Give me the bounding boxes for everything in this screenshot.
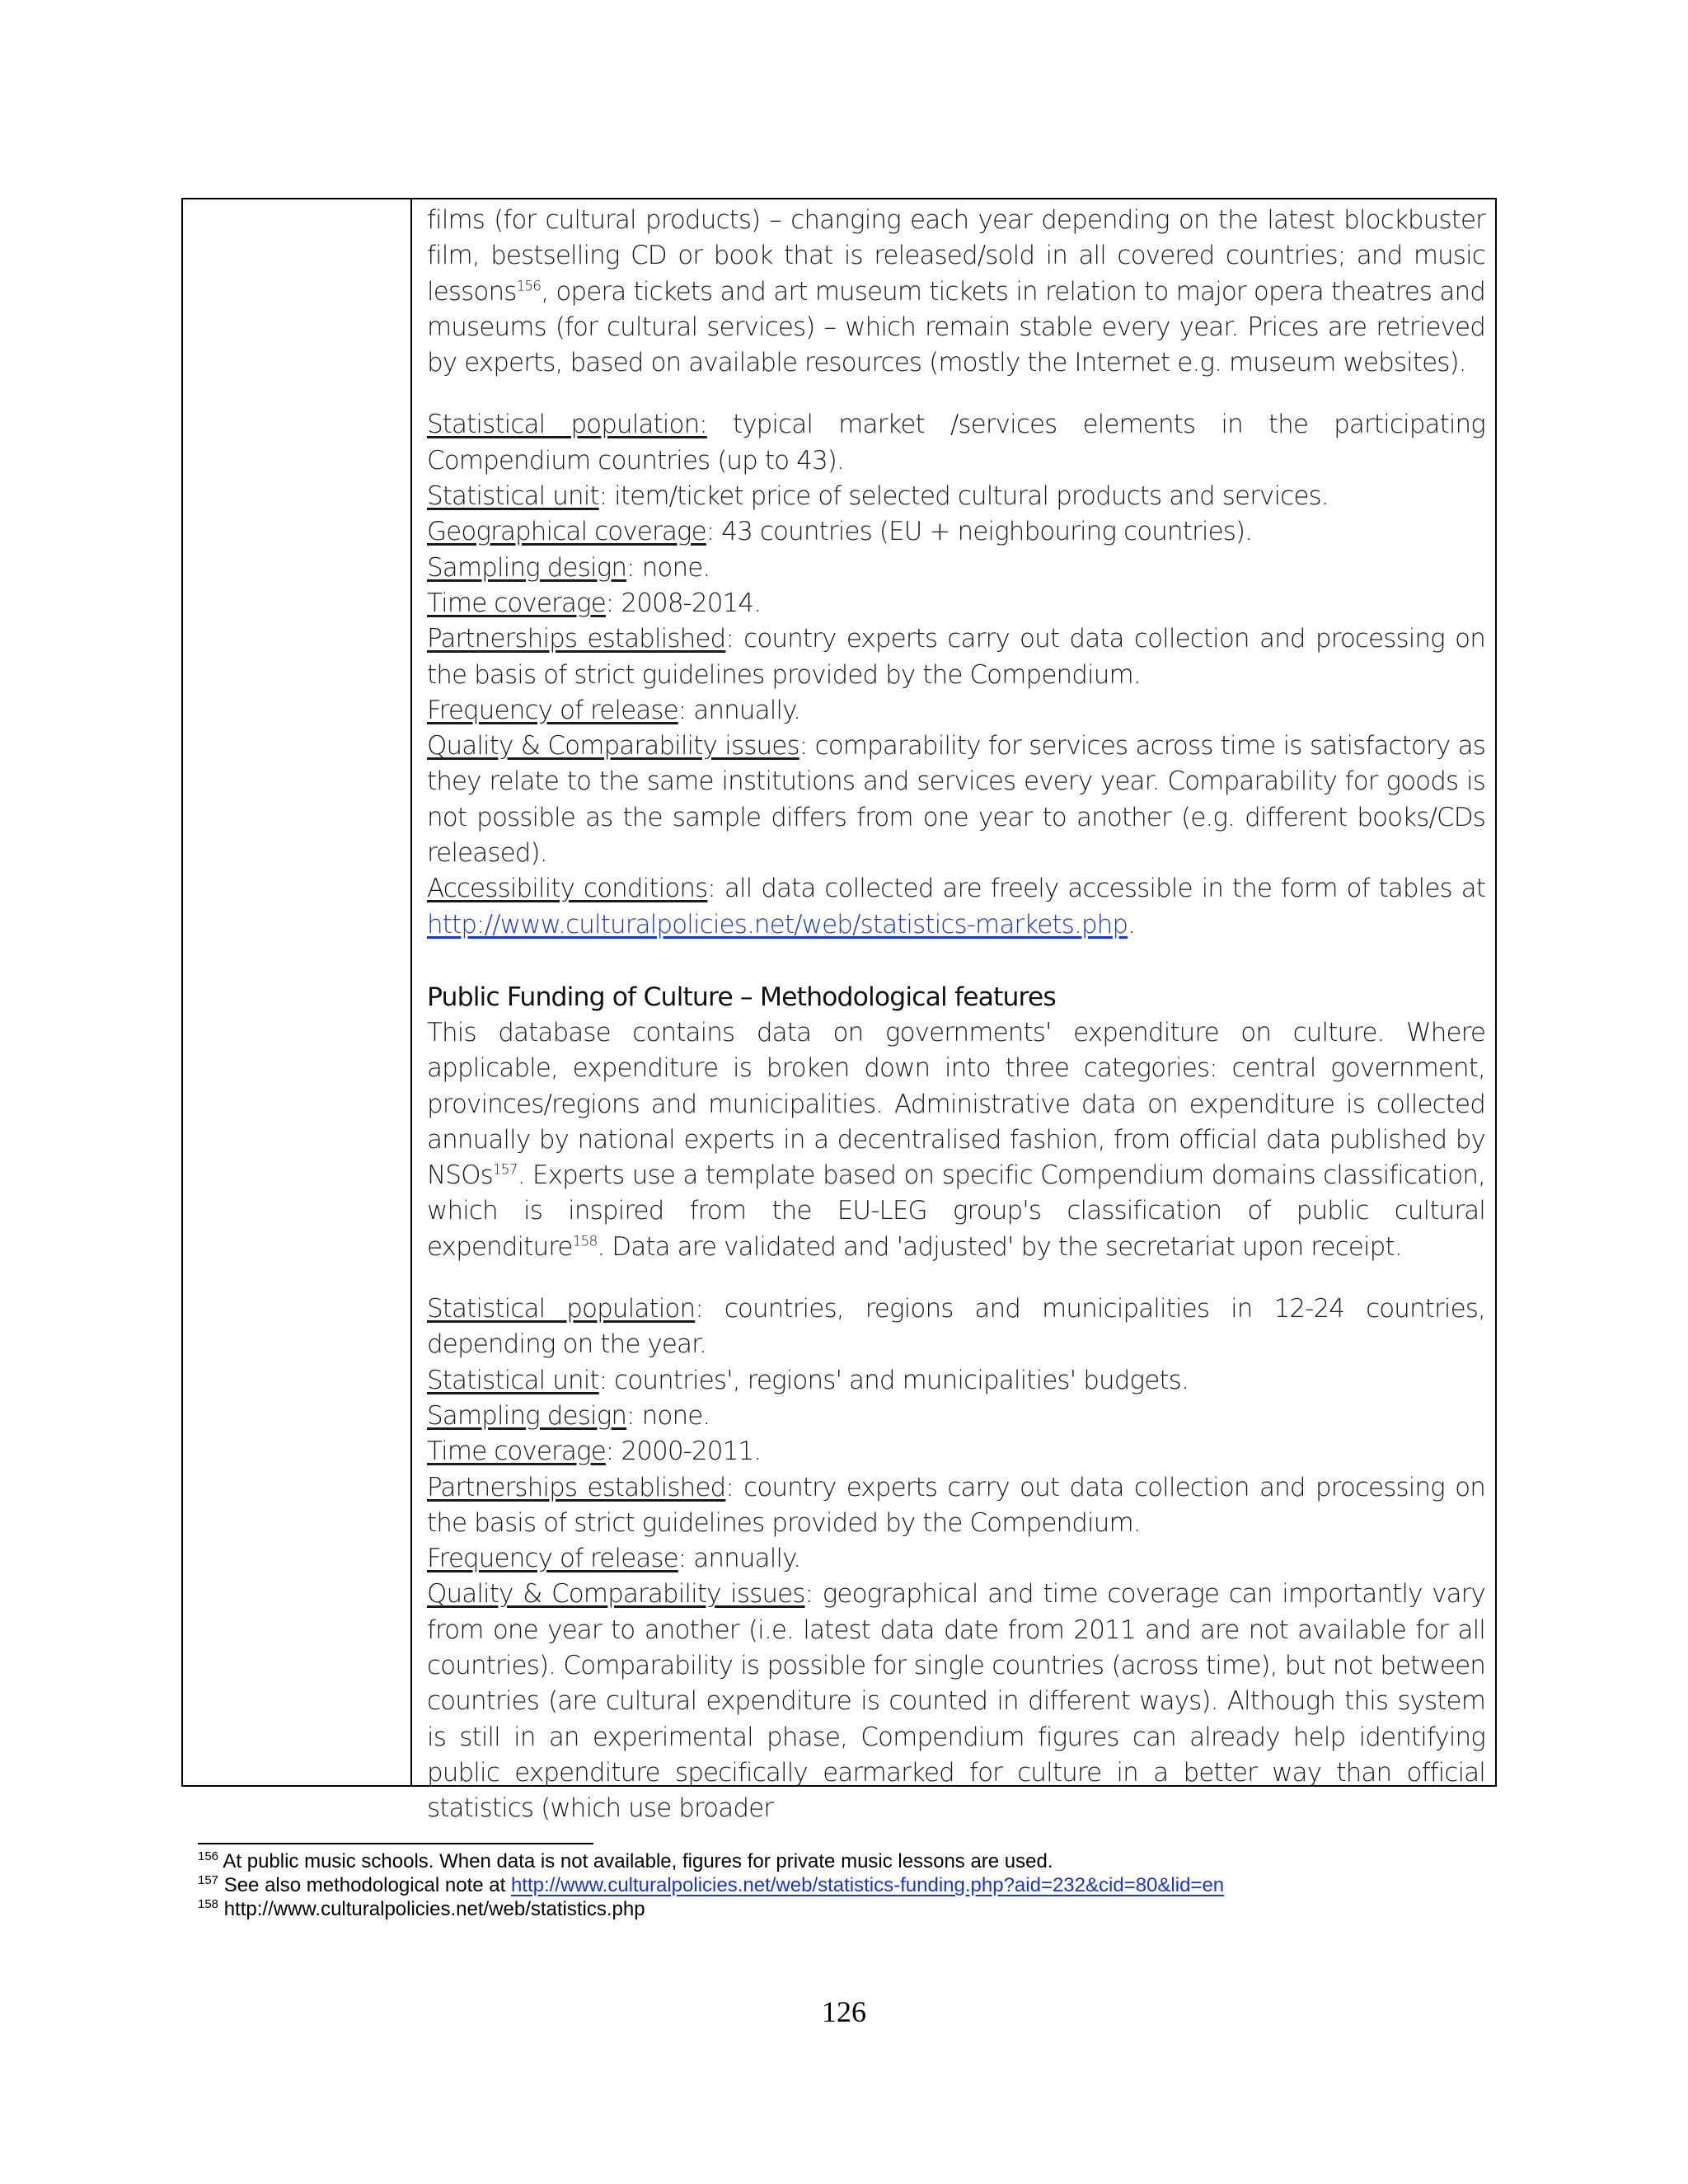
markets-statistical-population: Statistical population: typical market /services elements in the participating Compendium countries (up to 43).: [427, 410, 1485, 476]
markets-partnerships: Partnerships established: country experts carry out data collection and processing on the basis of strict guidelines provided by the Compendium.: [427, 624, 1485, 690]
funding-statistical-population: Statistical population: countries, regions and municipalities in 12-24 countries, depending on the year.: [427, 1294, 1485, 1360]
markets-quality: Quality & Comparability issues: comparability for services across time is satisfactory as they relate to the same institutions and services every year. Comparability for goods is not possible as the sample differs from one year to another (e.g. different books/CDs released).: [427, 731, 1485, 869]
markets-time-coverage: Time coverage: 2008-2014.: [427, 588, 762, 618]
funding-frequency: Frequency of release: annually.: [427, 1544, 801, 1574]
funding-methodology-link[interactable]: http://www.culturalpolicies.net/web/statistics-funding.php?aid=232&cid=80&lid=en: [510, 1874, 1225, 1896]
markets-sampling-design: Sampling design: none.: [427, 552, 710, 583]
markets-geographical-coverage: Geographical coverage: 43 countries (EU + neighbouring countries).: [427, 517, 1253, 547]
funding-sampling-design: Sampling design: none.: [427, 1400, 710, 1431]
footnote-ref-156[interactable]: 156: [516, 278, 542, 295]
content-table: [181, 198, 1497, 1824]
funding-quality: Quality & Comparability issues: geographical and time coverage can importantly vary from one year to another (i.e. latest data date from 2011 and are not available for all countries). Comparability is possible for single countries (across time), but not between countries (are cultural expenditure is counted in different ways). Although this system is still in an experimental phase, Compendium figures can already help identifying public expenditure specifically earmarked for culture in a better way than official statistics (which use broader: [427, 1579, 1485, 1824]
markets-statistical-unit: Statistical unit: item/ticket price of selected cultural products and services.: [427, 481, 1329, 512]
footnote-separator: [198, 1843, 593, 1844]
footnote-157: $^{157}$ See also methodological note at http://www.culturalpolicies.net/web/statistics-funding.php?aid=232&cid=80&lid=en: [198, 1873, 1225, 1896]
page-number: 126: [822, 1995, 866, 2028]
footnote-156: $^{156}$ At public music schools. When data is not available, figures for private music lessons are used.: [198, 1849, 1053, 1872]
markets-accessibility: Accessibility conditions: all data collected are freely accessible in the form of tables at http://www.culturalpolicies.net/web/statistics-markets.php.: [427, 874, 1485, 940]
footnote-ref-157[interactable]: 157: [492, 1161, 518, 1179]
table-right-column: [427, 199, 1485, 1826]
footnotes: [198, 1849, 1500, 1921]
funding-partnerships: Partnerships established: country experts carry out data collection and processing on the basis of strict guidelines provided by the Compendium.: [427, 1472, 1485, 1538]
funding-description: This database contains data on governments' expenditure on culture. Where applicable, expenditure is broken down into three categories: central government, provinces/regions and municipalities. Administrative data on expenditure is collected annually by national experts in a decentralised fashion, from official data published by NSOs$^{157}$. Experts use a template based on specific Compendium domains classification, which is inspired from the EU-LEG group's classification of public cultural expenditure$^{158}$. Data are validated and 'adjusted' by the secretariat upon receipt.: [427, 1017, 1485, 1262]
section-heading-public-funding: Public Funding of Culture – Methodological features: [427, 982, 1056, 1012]
table-left-column: [183, 199, 412, 1785]
footnote-ref-158[interactable]: 158: [572, 1233, 598, 1250]
markets-stats-link[interactable]: http://www.culturalpolicies.net/web/statistics-markets.php: [427, 909, 1128, 940]
funding-time-coverage: Time coverage: 2000-2011.: [427, 1436, 762, 1467]
markets-frequency: Frequency of release: annually.: [427, 695, 801, 725]
funding-statistical-unit: Statistical unit: countries', regions' and municipalities' budgets.: [427, 1365, 1189, 1395]
footnote-158: $^{158}$ http://www.culturalpolicies.net/web/statistics.php: [198, 1897, 645, 1920]
markets-description: films (for cultural products) – changing each year depending on the latest blockbuster film, bestselling CD or book that is released/sold in all covered countries; and music lessons$^{156}$, opera tickets and art museum tickets in relation to major opera theatres and museums (for cultural services) – which remain stable every year. Prices are retrieved by experts, based on available resources (mostly the Internet e.g. museum websites).: [427, 205, 1485, 378]
